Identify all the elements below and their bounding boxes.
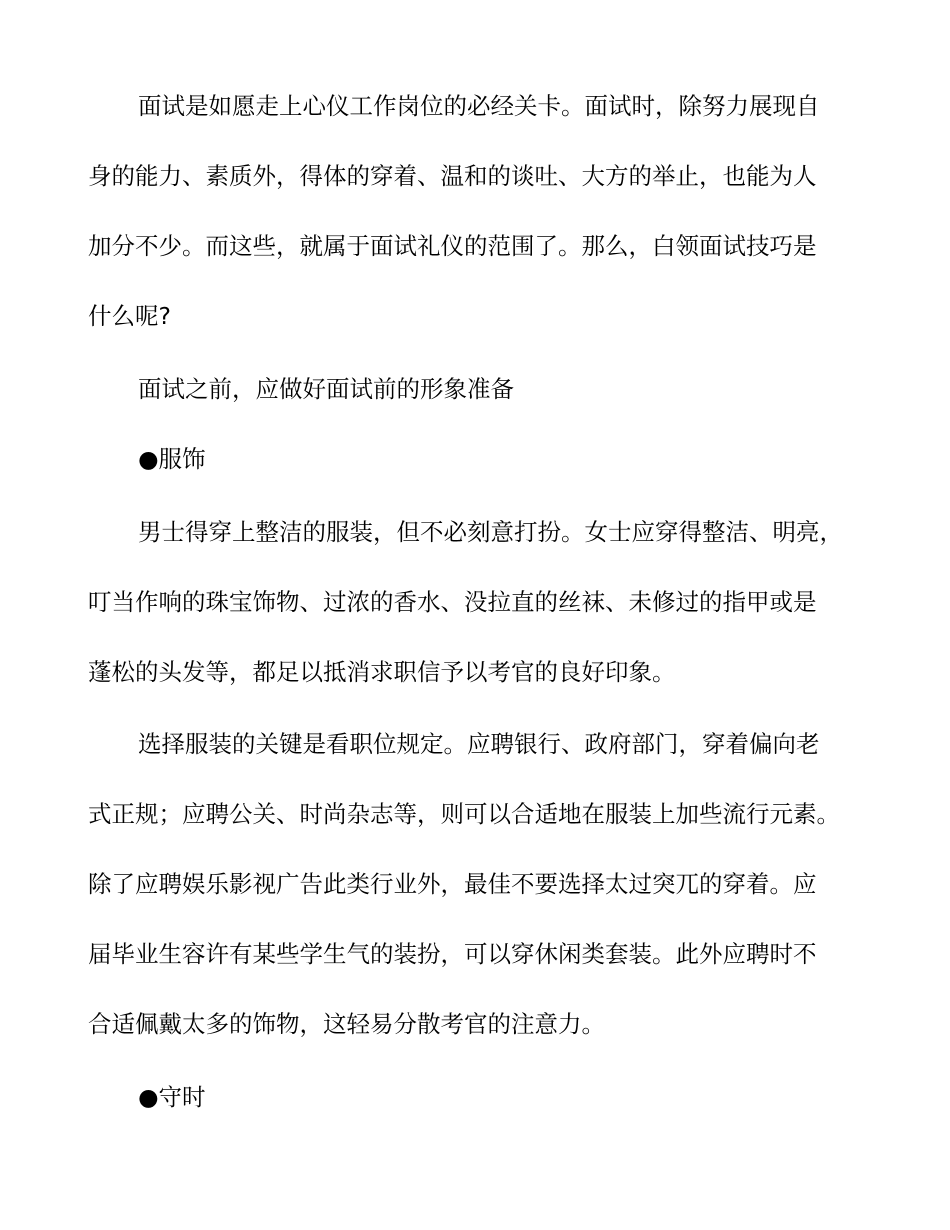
bullet-heading-punctuality: ●守时 <box>138 1083 206 1111</box>
paragraph-1-line-2: 身的能力、素质外，得体的穿着、温和的谈吐、大方的举止，也能为人 <box>88 162 817 190</box>
paragraph-1-line-1: 面试是如愿走上心仪工作岗位的必经关卡。面试时，除努力展现自 <box>138 92 820 120</box>
paragraph-3-line-3: 除了应聘娱乐影视广告此类行业外，最佳不要选择太过突兀的穿着。应 <box>88 870 817 898</box>
section-heading: 面试之前，应做好面试前的形象准备 <box>138 375 514 403</box>
paragraph-1-line-3: 加分不少。而这些，就属于面试礼仪的范围了。那么，白领面试技巧是 <box>88 232 817 260</box>
bullet-heading-clothing: ●服饰 <box>138 445 206 473</box>
paragraph-1-line-4: 什么呢? <box>88 302 171 330</box>
paragraph-3-line-1: 选择服装的关键是看职位规定。应聘银行、政府部门，穿着偏向老 <box>138 730 820 758</box>
paragraph-2-line-2: 叮当作响的珠宝饰物、过浓的香水、没拉直的丝袜、未修过的指甲或是 <box>88 588 817 616</box>
paragraph-3-line-2: 式正规；应聘公关、时尚杂志等，则可以合适地在服装上加些流行元素。 <box>88 800 840 828</box>
paragraph-3-line-4: 届毕业生容许有某些学生气的装扮，可以穿休闲类套装。此外应聘时不 <box>88 940 817 968</box>
paragraph-2-line-3: 蓬松的头发等，都足以抵消求职信予以考官的良好印象。 <box>88 658 676 686</box>
paragraph-3-line-5: 合适佩戴太多的饰物，这轻易分散考官的注意力。 <box>88 1010 605 1038</box>
paragraph-2-line-1: 男士得穿上整洁的服装，但不必刻意打扮。女士应穿得整洁、明亮， <box>138 518 843 546</box>
